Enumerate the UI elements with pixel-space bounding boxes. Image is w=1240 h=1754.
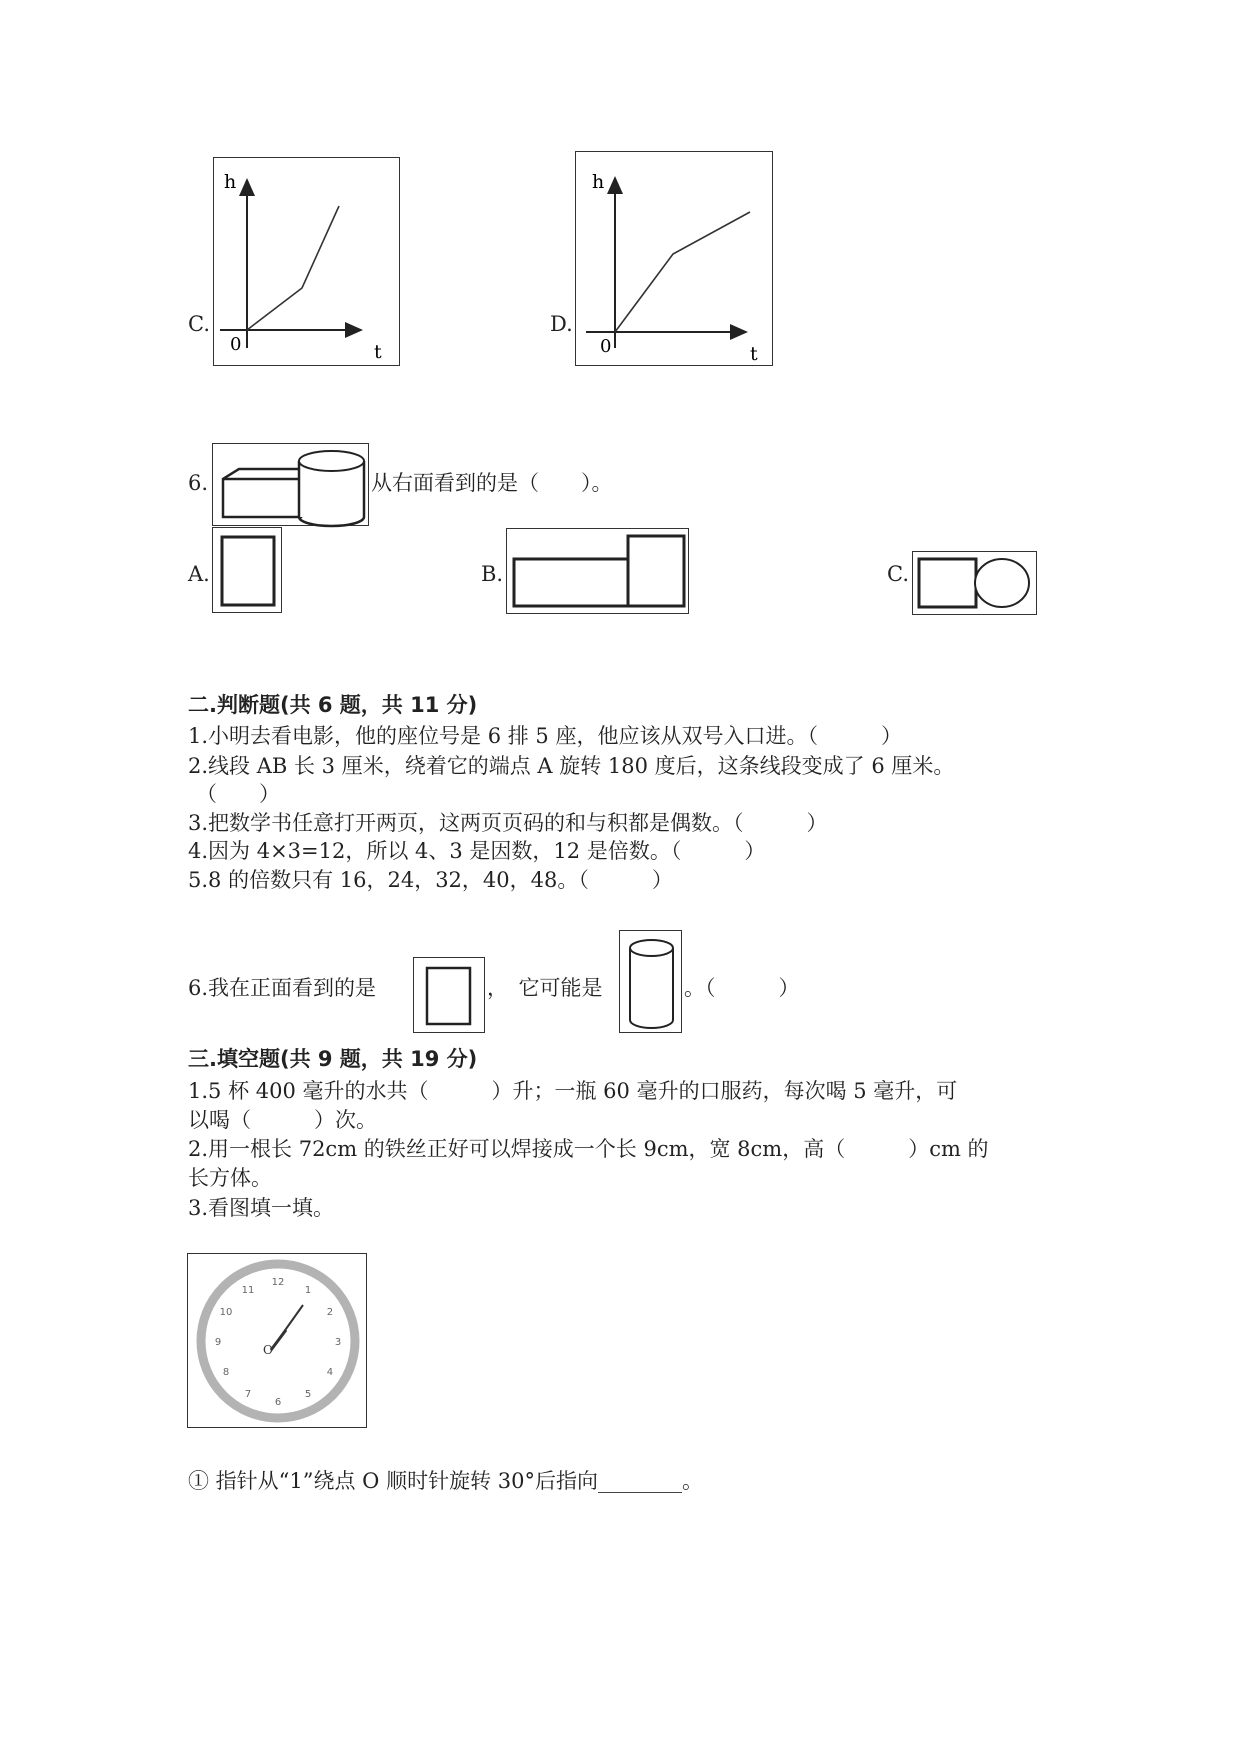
q6-option-a-figure <box>212 527 282 613</box>
origin-label: 0 <box>230 334 242 355</box>
clock-numeral: 5 <box>304 1388 312 1400</box>
q6-stem: 从右面看到的是（ ）。 <box>371 471 613 495</box>
s2-item-6-part1: 6.我在正面看到的是 <box>188 976 377 1000</box>
y-axis-label: h <box>592 171 605 193</box>
graph-line <box>615 212 750 332</box>
clock-numeral: 11 <box>241 1285 255 1297</box>
option-c-label: C. <box>188 312 210 336</box>
s3-item-1-line2: 以喝（ ）次。 <box>188 1108 377 1132</box>
x-axis-label: t <box>750 343 758 365</box>
q6-option-a-label: A. <box>188 562 210 586</box>
s2-item6-front-view <box>413 957 485 1033</box>
clock-numeral: 10 <box>219 1307 233 1318</box>
origin-label: 0 <box>600 336 612 357</box>
graph-line <box>247 206 339 330</box>
s3-item-3: 3.看图填一填。 <box>188 1196 335 1220</box>
s2-item-1: 1.小明去看电影，他的座位号是 6 排 5 座，他应该从双号入口进。（ ） <box>188 724 902 748</box>
clock-numeral: 9 <box>214 1337 222 1348</box>
q6-option-c-label: C. <box>887 562 909 586</box>
s2-item6-cylinder <box>619 930 682 1033</box>
x-axis-label: t <box>374 341 382 363</box>
clock-numeral: 7 <box>244 1388 252 1400</box>
option-d-label: D. <box>550 312 573 336</box>
clock-numeral: 12 <box>271 1277 285 1288</box>
clock-figure <box>187 1253 367 1428</box>
clock-numeral: 6 <box>274 1397 282 1408</box>
s3-item-2-line1: 2.用一根长 72cm 的铁丝正好可以焊接成一个长 9cm，宽 8cm，高（ ）cm 的 <box>188 1137 989 1161</box>
s2-item-5: 5.8 的倍数只有 16，24，32，40，48。（ ） <box>188 868 673 892</box>
cuboid-and-cylinder <box>213 444 370 527</box>
q6-solid-figure <box>212 443 369 526</box>
q6-number: 6. <box>188 471 209 495</box>
s2-item-2-blank: （ ） <box>196 782 280 806</box>
s3-item-2-line2: 长方体。 <box>188 1166 272 1190</box>
section3-heading: 三.填空题(共 9 题，共 19 分) <box>188 1047 478 1071</box>
graph-c-frame <box>213 157 400 366</box>
s2-item-6-part2: ， 它可能是 <box>487 976 603 1000</box>
s2-item-4: 4.因为 4×3=12，所以 4、3 是因数，12 是倍数。（ ） <box>188 839 766 863</box>
graph-c <box>214 158 401 367</box>
clock-face <box>188 1254 368 1429</box>
s3-item-1-line1: 1.5 杯 400 毫升的水共（ ）升；一瓶 60 毫升的口服药，每次喝 5 毫升，可 <box>188 1079 958 1103</box>
y-axis-label: h <box>224 171 237 193</box>
q6-option-b-figure <box>506 528 689 614</box>
section2-heading: 二.判断题(共 6 题，共 11 分) <box>188 693 478 717</box>
s3-sub-1: ① 指针从“1”绕点 O 顺时针旋转 30°后指向________。 <box>188 1469 703 1493</box>
clock-numeral: 3 <box>334 1337 342 1348</box>
q6-option-b-label: B. <box>481 562 504 586</box>
s2-item-6-part3: 。（ ） <box>684 976 800 1000</box>
clock-numeral: 4 <box>326 1367 334 1378</box>
clock-numeral: 2 <box>326 1307 334 1318</box>
graph-d <box>576 152 774 367</box>
clock-center-label: O <box>263 1343 273 1357</box>
s2-item-2: 2.线段 AB 长 3 厘米，绕着它的端点 A 旋转 180 度后，这条线段变成了 6 厘米。 <box>188 754 955 778</box>
s2-item-3: 3.把数学书任意打开两页，这两页页码的和与积都是偶数。（ ） <box>188 811 828 835</box>
graph-d-frame <box>575 151 773 366</box>
clock-numeral: 1 <box>304 1285 312 1297</box>
q6-option-c-figure <box>912 551 1037 615</box>
clock-numeral: 8 <box>222 1367 230 1378</box>
